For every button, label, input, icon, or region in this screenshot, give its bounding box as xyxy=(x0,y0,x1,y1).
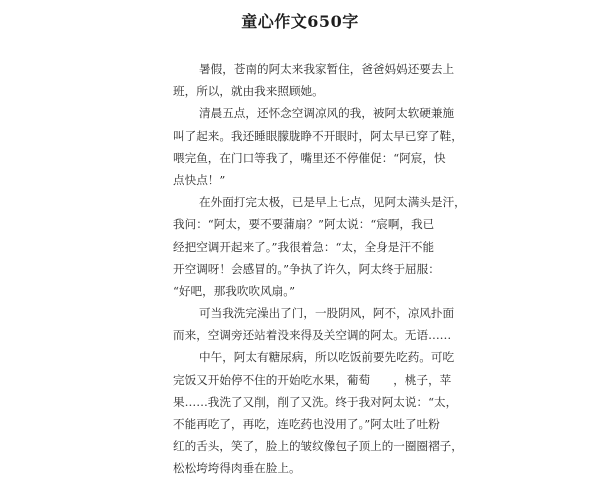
essay-line: 可当我洗完澡出了门，一股阴风，阿不，凉风扑面 xyxy=(199,306,455,321)
essay-line: 经把空调开起来了。”我很着急：“太，全身是汗不能 xyxy=(173,239,435,254)
essay-line: 松松垮垮得肉垂在脸上。 xyxy=(173,461,301,476)
document-title: 童心作文650字 xyxy=(241,12,359,31)
essay-line: “好吧，那我吹吹风扇。” xyxy=(173,283,295,298)
essay-line: 不能再吃了，再吃，连吃药也没用了。”阿太吐了吐粉 xyxy=(173,417,440,431)
essay-line: 暑假，苍南的阿太来我家暂住，爸爸妈妈还要去上 xyxy=(199,62,455,76)
essay-line: 清晨五点，还怀念空调凉风的我，被阿太软硬兼施 xyxy=(199,106,455,121)
essay-line: 开空调呀！会感冒的。”争执了许久，阿太终于屈服： xyxy=(173,261,440,276)
essay-line: 红的舌头，笑了，脸上的皱纹像包子顶上的一圈圈褶子， xyxy=(173,439,463,454)
essay-line: 中午，阿太有糖尿病，所以吃饭前要先吃药。可吃 xyxy=(199,350,455,365)
essay-line: 果……我洗了又削，削了又洗。终于我对阿太说：“太， xyxy=(173,394,458,409)
essay-line: 点快点！” xyxy=(173,172,226,187)
essay-line: 而来，空调旁还站着没来得及关空调的阿太。无语…… xyxy=(173,328,452,343)
essay-line: 叫了起来。我还睡眼朦胧睁不开眼时，阿太早已穿了鞋， xyxy=(173,128,463,143)
essay-line: 喂完鱼，在门口等我了，嘴里还不停催促：“阿宸，快 xyxy=(173,150,446,165)
essay-line: 我问：“阿太，要不要蒲扇？”阿太说：“宸啊，我已 xyxy=(173,217,435,232)
essay-line: 在外面打完太极，已是早上七点，见阿太满头是汗， xyxy=(199,195,466,210)
essay-line: 班，所以，就由我来照顾她。 xyxy=(173,84,324,99)
essay-line: 完饭又开始停不住的开始吃水果，葡萄 ，桃子，苹 xyxy=(173,372,452,387)
essay-body xyxy=(173,58,466,480)
